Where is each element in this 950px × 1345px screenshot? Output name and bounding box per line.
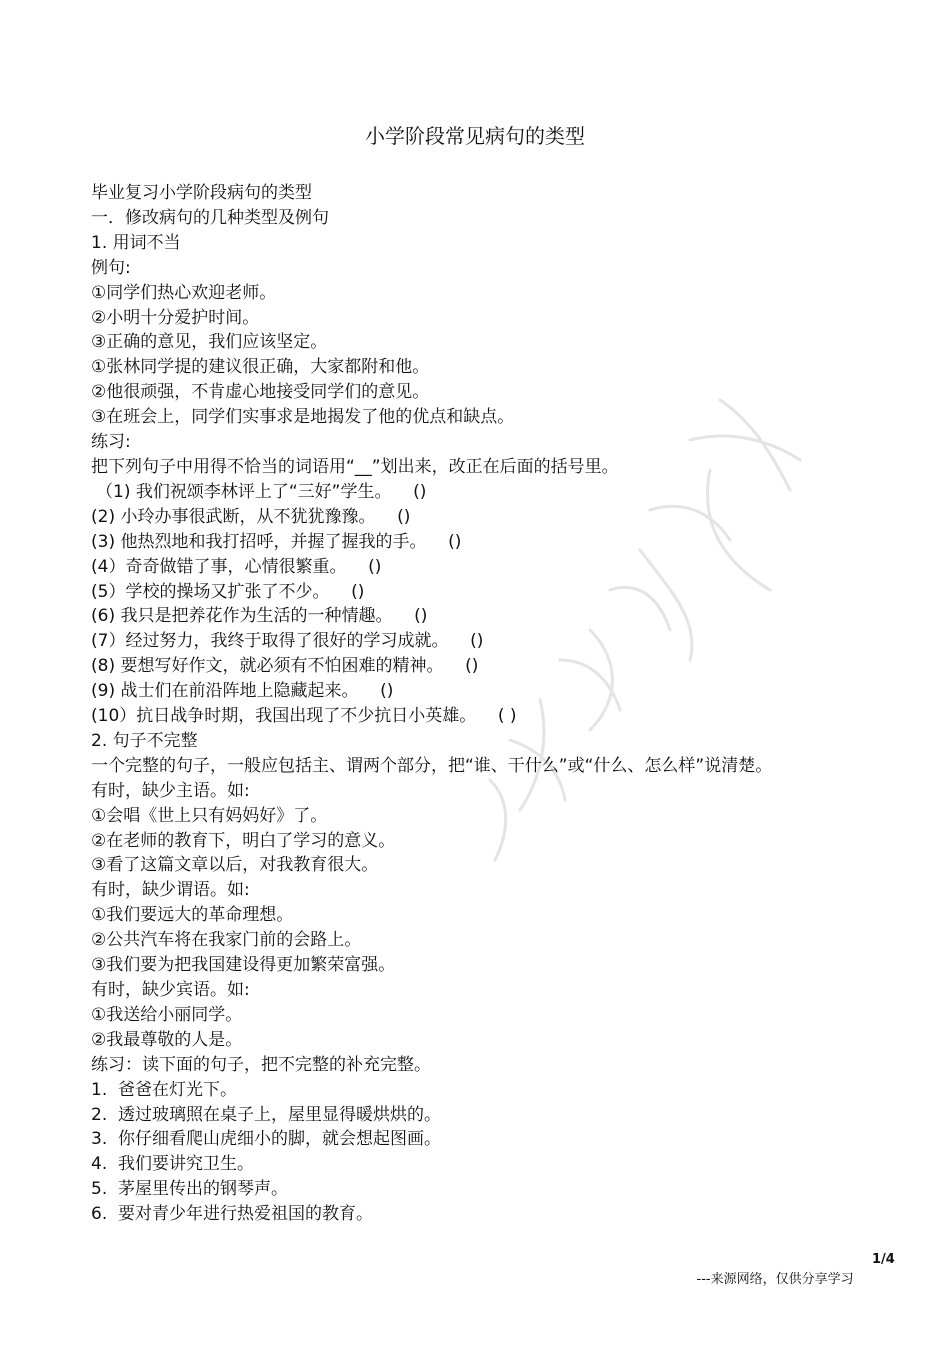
exercise-item: 4. 我们要讲究卫生。 [91,1154,255,1175]
exercise-item: (4）奇奇做错了事，心情很繁重。 () [91,556,382,577]
section-heading: 一．修改病句的几种类型及例句 [91,207,329,228]
exercise-item: (10）抗日战争时期，我国出现了不少抗日小英雄。 ( ) [91,706,517,727]
example-line: ②他很顽强，不肯虚心地接受同学们的意见。 [91,382,430,403]
exercise-item: 6. 要对青少年进行热爱祖国的教育。 [91,1204,374,1225]
example-line: ①我们要远大的革命理想。 [91,905,294,926]
text-line: 有时，缺少谓语。如: [91,880,250,901]
text-line: 有时，缺少宾语。如: [91,980,250,1000]
exercise-item: (3) 他热烈地和我打招呼，并握了握我的手。 () [91,531,462,552]
exercise-item: 3. 你仔细看爬山虎细小的脚，就会想起图画。 [91,1129,442,1150]
text-line: 有时，缺少主语。如: [91,780,250,801]
example-line: ①同学们热心欢迎老师。 [91,282,277,303]
instruction-line: 把下列句子中用得不恰当的词语用“__”划出来，改正在后面的括号里。 [91,456,619,477]
example-line: ②小明十分爱护时间。 [91,307,260,328]
example-line: ①我送给小丽同学。 [91,1004,243,1025]
example-line: ③正确的意见，我们应该坚定。 [91,332,328,353]
text-line: 练习: [91,432,131,453]
exercise-item: 1. 爸爸在灯光下。 [91,1079,238,1100]
example-line: ③我们要为把我国建设得更加繁荣富强。 [91,955,396,976]
subsection-heading: 1. 用词不当 [91,232,181,253]
document-body [91,181,931,1227]
exercise-item: （1) 我们祝颂李林评上了“三好”学生。 () [96,481,427,502]
example-line: ②公共汽车将在我家门前的会路上。 [91,930,362,951]
page-footer [680,1250,895,1330]
exercise-item: (5）学校的操场又扩张了不少。 () [91,581,365,602]
exercise-item: (8) 要想写好作文，就必须有不怕困难的精神。 () [91,656,479,677]
source-note: ---来源网络，仅供分享学习 [696,1272,854,1287]
example-line: ③在班会上，同学们实事求是地揭发了他的优点和缺点。 [91,407,515,428]
page-number: 1/4 [872,1252,895,1267]
text-line: 一个完整的句子，一般应包括主、谓两个部分，把“谁、干什么”或“什么、怎么样”说清楚。 [91,755,773,776]
exercise-item: 5. 茅屋里传出的钢琴声。 [91,1179,289,1200]
instruction-line: 练习：读下面的句子，把不完整的补充完整。 [91,1054,431,1075]
text-line: 毕业复习小学阶段病句的类型 [91,183,312,203]
example-line: ③看了这篇文章以后，对我教育很大。 [91,855,379,876]
example-line: ②我最尊敬的人是。 [91,1029,243,1050]
text-line: 例句: [91,257,131,278]
example-line: ①张林同学提的建议很正确，大家都附和他。 [91,357,430,378]
example-line: ②在老师的教育下，明白了学习的意义。 [91,830,396,851]
subsection-heading: 2. 句子不完整 [91,730,198,751]
example-line: ①会唱《世上只有妈妈好》了。 [91,805,328,826]
exercise-item: (2) 小玲办事很武断，从不犹犹豫豫。 () [91,506,411,527]
exercise-item: 2. 透过玻璃照在桌子上，屋里显得暖烘烘的。 [91,1104,442,1125]
exercise-item: (7）经过努力，我终于取得了很好的学习成就。 () [91,631,484,652]
document-title: 小学阶段常见病句的类型 [365,124,585,148]
exercise-item: (9) 战士们在前沿阵地上隐藏起来。 () [91,681,394,702]
exercise-item: (6) 我只是把养花作为生活的一种情趣。 () [91,606,428,627]
